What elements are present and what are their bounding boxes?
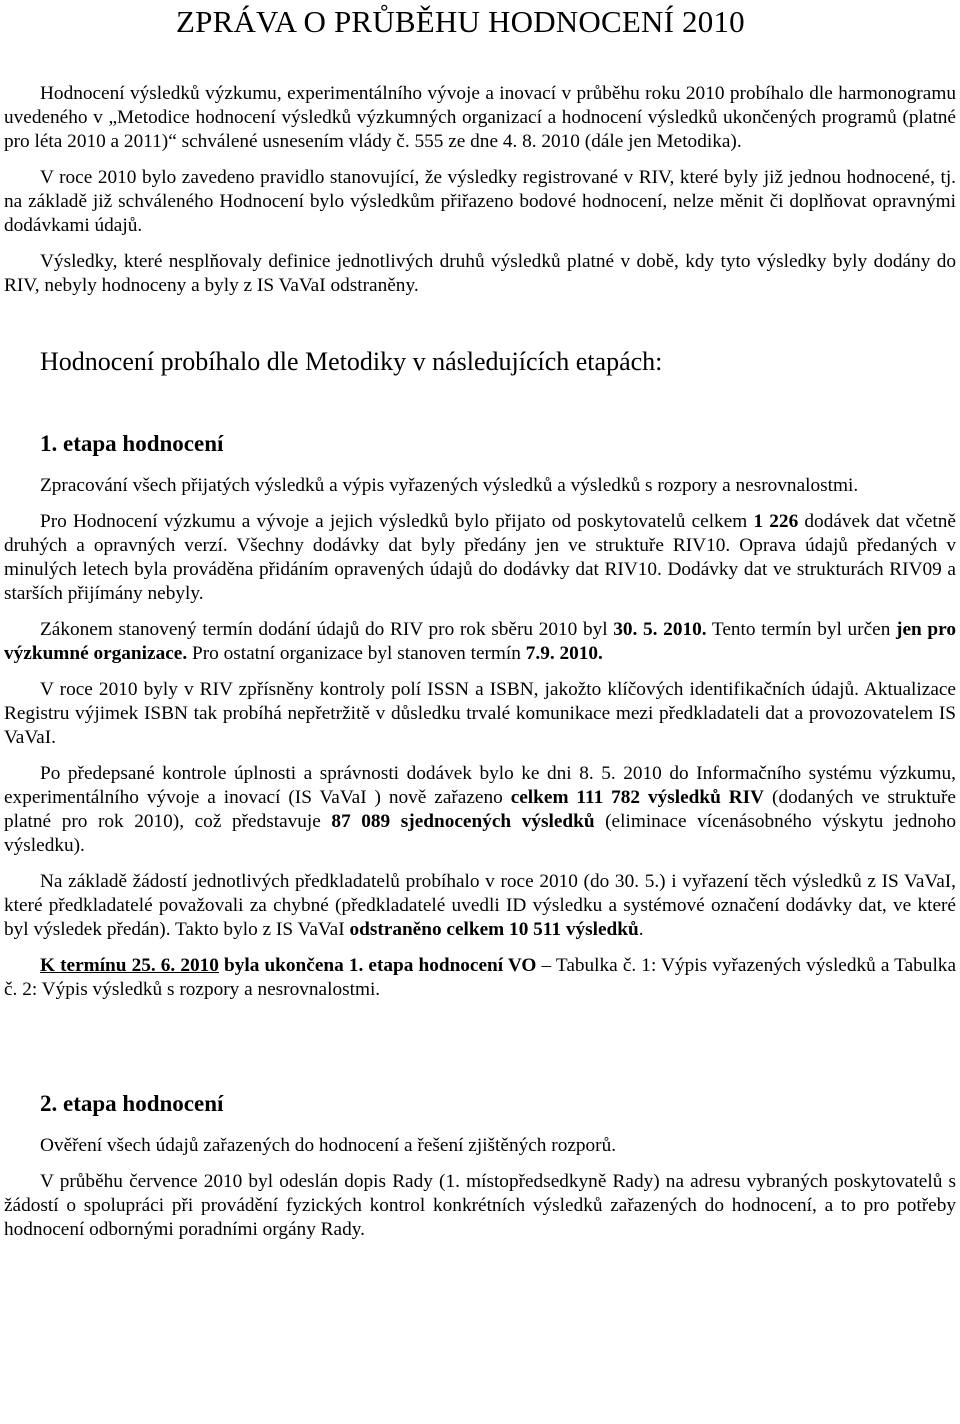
stage1-heading: 1. etapa hodnocení — [40, 431, 224, 456]
text-run: Zákonem stanovený termín dodání údajů do RIV pro rok sběru 2010 byl — [40, 619, 614, 640]
stage1-paragraph-6 — [4, 870, 956, 942]
text-run: (dodaných ve struktuře platné pro rok 2010), což představuje — [4, 787, 956, 832]
text-run: . — [638, 919, 644, 940]
text-run: Pro Hodnocení výzkumu a vývoje a jejich výsledků bylo přijato od poskytovatelů celkem — [40, 511, 754, 532]
emphasis-total-results: celkem 111 782 výsledků RIV — [510, 787, 765, 808]
stage2-heading: 2. etapa hodnocení — [40, 1091, 224, 1116]
section-heading: Hodnocení probíhalo dle Metodiky v následujících etapách: — [40, 347, 663, 376]
underlined-deadline: K termínu 25. 6. 2010 — [40, 955, 219, 976]
intro-paragraph-1: Hodnocení výsledků výzkumu, experimentálního vývoje a inovací v průběhu roku 2010 probíhalo dle harmonogramu uvedeného v „Metodice hodnocení výsledků výzkumných organizací a hodnocení výsledků ukončených programů (platné pro léta 2010 a 2011)“ schválené usnesením vlády č. 555 ze dne 4. 8. 2010 (dále jen Metodika). — [4, 83, 956, 152]
text-run: Tento termín byl určen — [706, 619, 897, 640]
document-body — [4, 82, 956, 1254]
emphasis-count: 1 226 — [753, 511, 799, 532]
text-run: Na základě žádostí jednotlivých předkladatelů probíhalo v roce 2010 (do 30. 5.) i vyřazení těch výsledků z IS VaVaI, které předkladatelé považovali za chybné (předkladatelé uvedli ID výsledku a systémové označení dodávky dat, ve které byl výsledek předán). Takto bylo z IS VaVaI — [4, 871, 956, 940]
stage1-paragraph-3 — [4, 618, 956, 666]
emphasis-unified-results: 87 089 sjednocených výsledků — [331, 811, 595, 832]
emphasis-stage-ended: byla ukončena 1. etapa hodnocení VO — [218, 955, 537, 976]
intro-paragraph-2: V roce 2010 bylo zavedeno pravidlo stanovující, že výsledky registrované v RIV, které byly již jednou hodnocené, tj. na základě již schváleného Hodnocení bylo výsledkům přiřazeno bodové hodnocení, nelze měnit či doplňovat opravnými dodávkami údajů. — [4, 167, 956, 236]
text-run: (eliminace vícenásobného výskytu jednoho výsledku). — [4, 811, 956, 856]
emphasis-deadline — [40, 955, 219, 976]
text-run: Po předepsané kontrole úplnosti a správnosti dodávek bylo ke dni 8. 5. 2010 do Informačního systému výzkumu, experimentálního vývoje a inovací (IS VaVaI ) nově zařazeno — [4, 763, 956, 808]
document-title: ZPRÁVA O PRŮBĚHU HODNOCENÍ 2010 — [176, 4, 745, 39]
emphasis-research-orgs: jen pro výzkumné organizace. — [4, 619, 956, 664]
emphasis-date: 30. 5. 2010. — [613, 619, 707, 640]
text-run: Pro ostatní organizace byl stanoven termín — [187, 643, 526, 664]
emphasis-removed-results: odstraněno celkem 10 511 výsledků — [349, 919, 639, 940]
emphasis-date-2: 7.9. 2010. — [525, 643, 603, 664]
stage1-paragraph-5 — [4, 762, 956, 858]
stage1-paragraph-1: Zpracování všech přijatých výsledků a výpis vyřazených výsledků a výsledků s rozpory a nesrovnalostmi. — [40, 475, 859, 496]
stage2-paragraph-1: Ověření všech údajů zařazených do hodnocení a řešení zjištěných rozporů. — [40, 1135, 617, 1156]
stage1-paragraph-7 — [4, 954, 956, 1002]
text-run: – Tabulka č. 1: Výpis vyřazených výsledků a Tabulka č. 2: Výpis výsledků s rozpory a nesrovnalostmi. — [4, 955, 957, 1000]
stage1-paragraph-4: V roce 2010 byly v RIV zpřísněny kontroly polí ISSN a ISBN, jakožto klíčových identifikačních údajů. Aktualizace Registru výjimek ISBN tak probíhá nepřetržitě v důsledku trvalé komunikace mezi předkladateli dat a provozovatelem IS VaVaI. — [4, 679, 956, 748]
stage1-paragraph-2 — [4, 510, 956, 606]
text-run: dodávek dat včetně druhých a opravných verzí. Všechny dodávky dat byly předány jen ve struktuře RIV10. Oprava údajů předaných v minulých letech byla prováděna přidáním opravených údajů do dodávky dat RIV10. Dodávky dat ve strukturách RIV09 a starších přijímány nebyly. — [4, 511, 956, 604]
stage2-paragraph-2: V průběhu července 2010 byl odeslán dopis Rady (1. místopředsedkyně Rady) na adresu vybraných poskytovatelů s žádostí o spolupráci při provádění fyzických kontrol konkrétních výsledků zařazených do hodnocení, a to pro potřeby hodnocení odbornými poradními orgány Rady. — [4, 1171, 956, 1240]
intro-paragraph-3: Výsledky, které nesplňovaly definice jednotlivých druhů výsledků platné v době, kdy tyto výsledky byly dodány do RIV, nebyly hodnoceny a byly z IS VaVaI odstraněny. — [4, 251, 956, 296]
